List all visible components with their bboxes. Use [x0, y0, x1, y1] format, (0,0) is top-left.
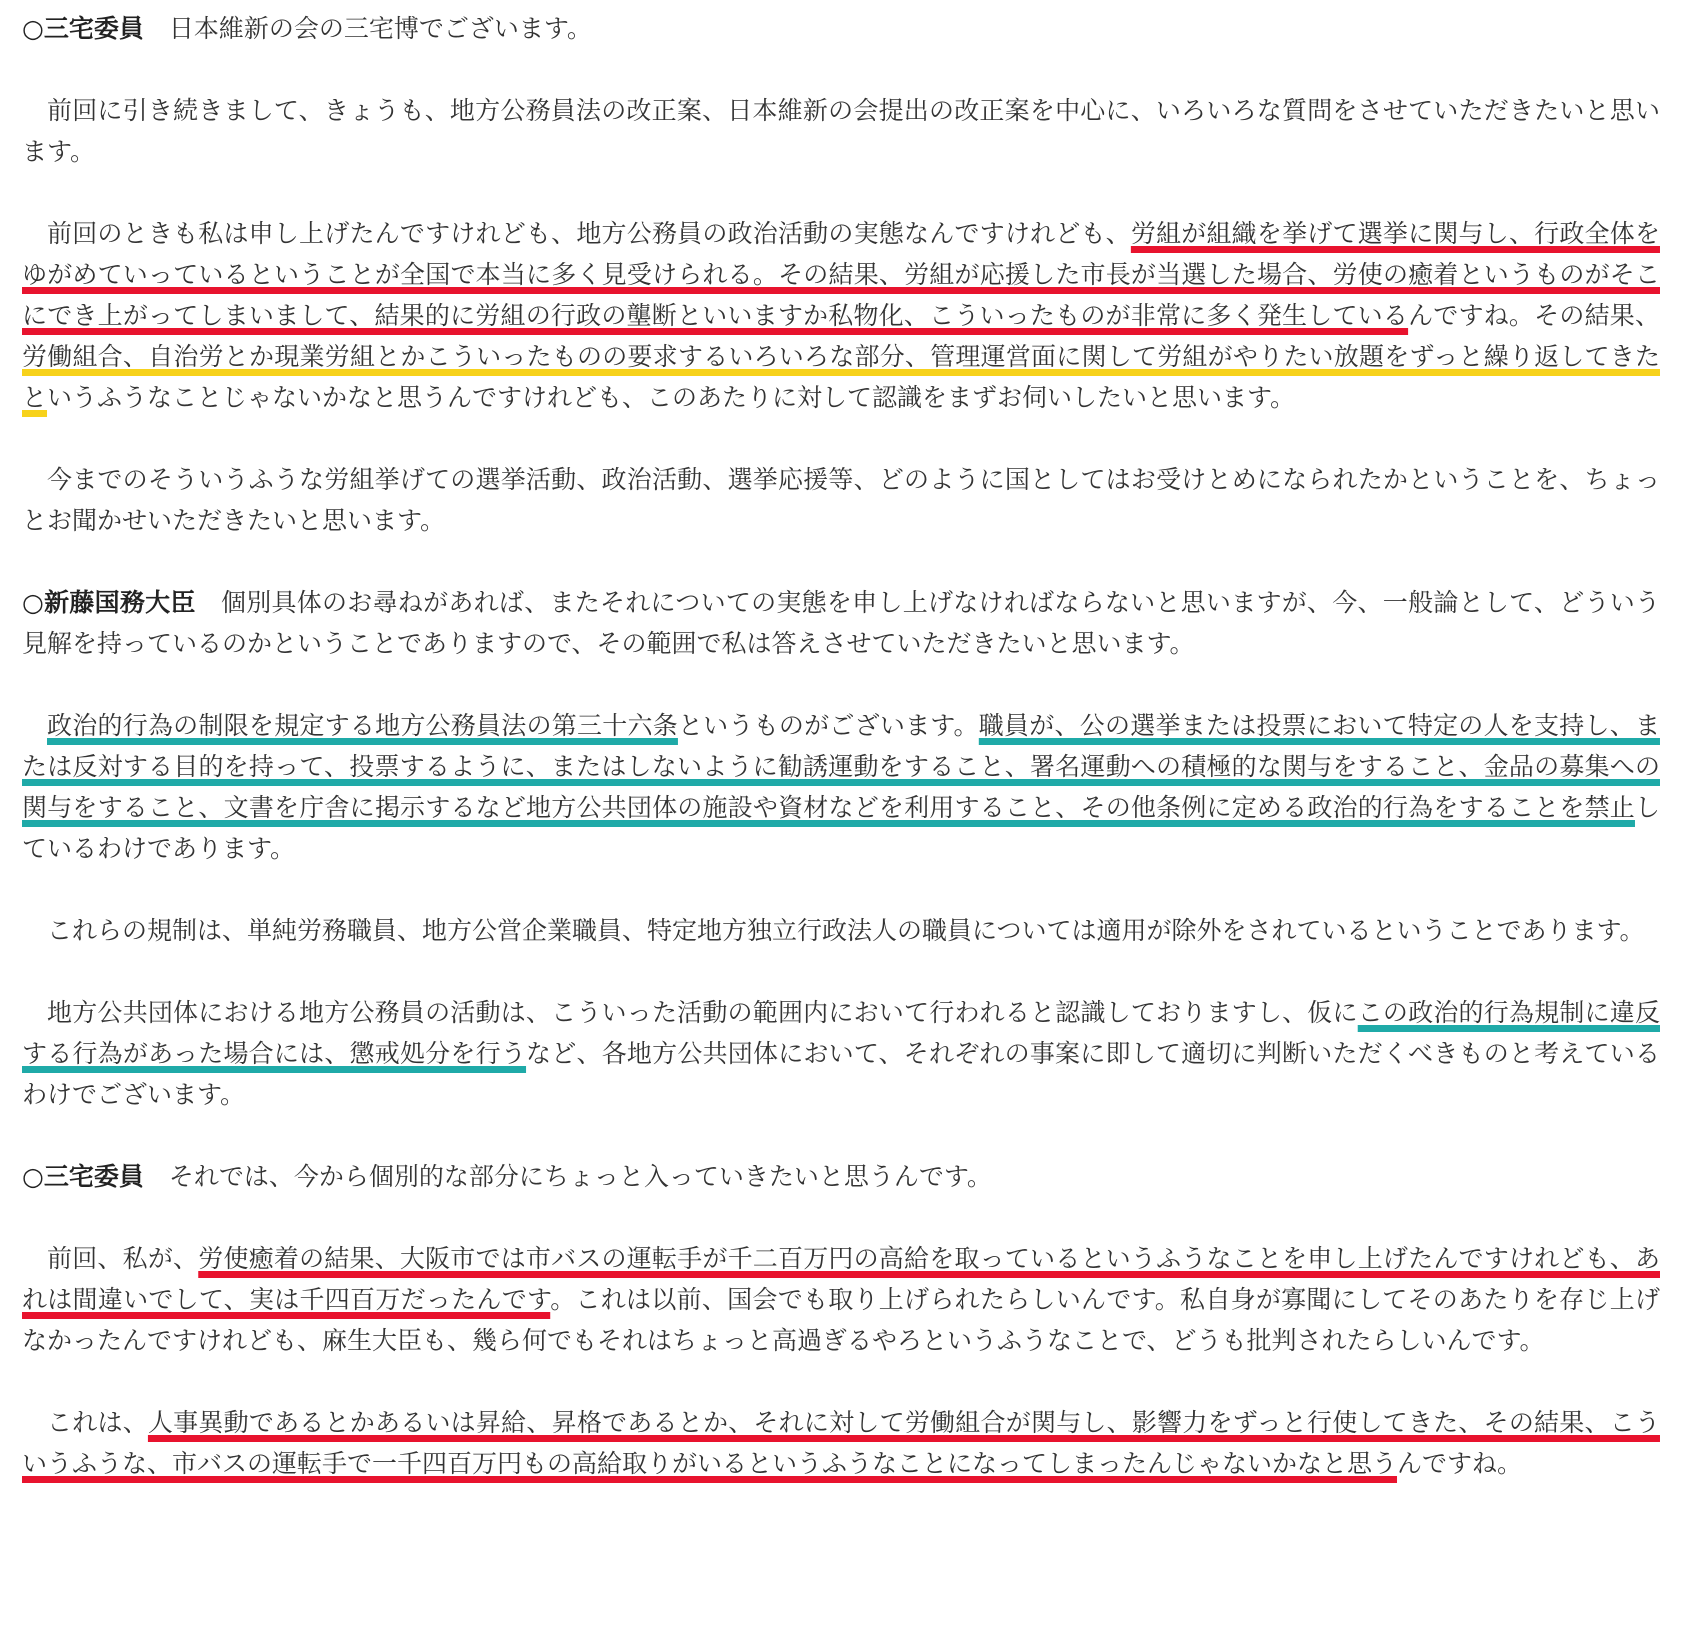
body-paragraph	[22, 910, 1660, 951]
text-segment: 日本維新の会の三宅博でございます。	[168, 14, 592, 43]
text-segment: これは、	[47, 1408, 148, 1437]
text-segment: んですね。その結果、	[1408, 301, 1660, 330]
speaker-paragraph	[22, 582, 1660, 664]
text-segment: これらの規制は、単純労務職員、地方公営企業職員、特定地方独立行政法人の職員については適用が除外をされているということであります。	[47, 916, 1645, 945]
body-paragraph	[22, 1238, 1660, 1361]
text-segment: 。これは以前、国会でも取り上げられたらしいんです。私自身が寡聞にしてそのあたりを存じ上げなかったんですけれども、麻生大臣も、幾ら何でもそれはちょっと高過ぎるやろというふうなことで、どうも批判されたらしいんです。	[22, 1285, 1660, 1355]
text-segment: 前回、私が、	[47, 1244, 199, 1273]
body-paragraph	[22, 1402, 1660, 1484]
text-segment: 前回に引き続きまして、きょうも、地方公務員法の改正案、日本維新の会提出の改正案を中心に、いろいろな質問をさせていただきたいと思います。	[22, 96, 1660, 166]
body-paragraph	[22, 705, 1660, 869]
text-segment: それでは、今から個別的な部分にちょっと入っていきたいと思うんです。	[168, 1162, 992, 1191]
speaker-name: ○新藤国務大臣	[22, 588, 196, 617]
highlighted-text-red: 労使癒着の結果、大阪市では市バスの運転手が千二百万円の高給を取っているというふうなことを申し上げたんですけれども、あれは間違いでして、実は千四百万だったんです	[22, 1244, 1660, 1314]
highlighted-text-teal: 政治的行為の制限を規定する地方公務員法の第三十六条	[47, 711, 678, 740]
speaker-name: ○三宅委員	[22, 1162, 144, 1191]
text-segment: 今までのそういうふうな労組挙げての選挙活動、政治活動、選挙応援等、どのように国としてはお受けとめになられたかということを、ちょっとお聞かせいただきたいと思います。	[22, 465, 1660, 535]
speaker-name: ○三宅委員	[22, 14, 144, 43]
highlighted-text-red: 人事異動であるとかあるいは昇給、昇格であるとか、それに対して労働組合が関与し、影響力をずっと行使してきた、その結果、こういうふうな、市バスの運転手で一千四百万円もの高給取りがいるというふうなことになってしまったんじゃないかなと思う	[22, 1408, 1660, 1478]
text-segment: しているわけであります。	[22, 793, 1660, 863]
transcript-document	[22, 8, 1660, 1525]
body-paragraph	[22, 992, 1660, 1115]
text-segment: 前回のときも私は申し上げたんですけれども、地方公務員の政治活動の実態なんですけれども、	[47, 219, 1131, 248]
text-segment: というものがございます。	[677, 711, 979, 740]
text-segment: 地方公共団体における地方公務員の活動は、こういった活動の範囲内において行われると認識しておりますし、仮に	[47, 998, 1358, 1027]
text-segment: 個別具体のお尋ねがあれば、またそれについての実態を申し上げなければならないと思いますが、今、一般論として、どういう見解を持っているのかということでありますので、その範囲で私は答えさせていただきたいと思います。	[22, 588, 1660, 658]
highlighted-text-teal: この政治的行為規制に違反する行為があった場合には、懲戒処分を行う	[22, 998, 1660, 1068]
body-paragraph	[22, 213, 1660, 418]
text-segment: んですね。	[1397, 1449, 1523, 1478]
body-paragraph	[22, 459, 1660, 541]
speaker-paragraph	[22, 8, 1660, 49]
body-paragraph	[22, 90, 1660, 172]
highlighted-text-teal: 職員が、公の選挙または投票において特定の人を支持し、または反対する目的を持って、投票するように、またはしないように勧誘運動をすること、署名運動への積極的な関与をすること、金品の募集への関与をすること、文書を庁舎に掲示するなど地方公共団体の施設や資材などを利用すること、その他条例に定める政治的行為をすることを禁止	[22, 711, 1660, 822]
highlighted-text-red: 労組が組織を挙げて選挙に関与し、行政全体をゆがめていっているということが全国で本当に多く見受けられる。その結果、労組が応援した市長が当選した場合、労使の癒着というものがそこにでき上がってしまいまして、結果的に労組の行政の壟断といいますか私物化、こういったものが非常に多く発生している	[22, 219, 1660, 330]
text-segment: など、各地方公共団体において、それぞれの事案に即して適切に判断いただくべきものと考えているわけでございます。	[22, 1039, 1660, 1109]
speaker-paragraph	[22, 1156, 1660, 1197]
text-segment: いうふうなことじゃないかなと思うんですけれども、このあたりに対して認識をまずお伺いしたいと思います。	[47, 383, 1296, 412]
highlighted-text-yellow: 労働組合、自治労とか現業労組とかこういったものの要求するいろいろな部分、管理運営面に関して労組がやりたい放題をずっと繰り返してきたと	[22, 342, 1660, 412]
